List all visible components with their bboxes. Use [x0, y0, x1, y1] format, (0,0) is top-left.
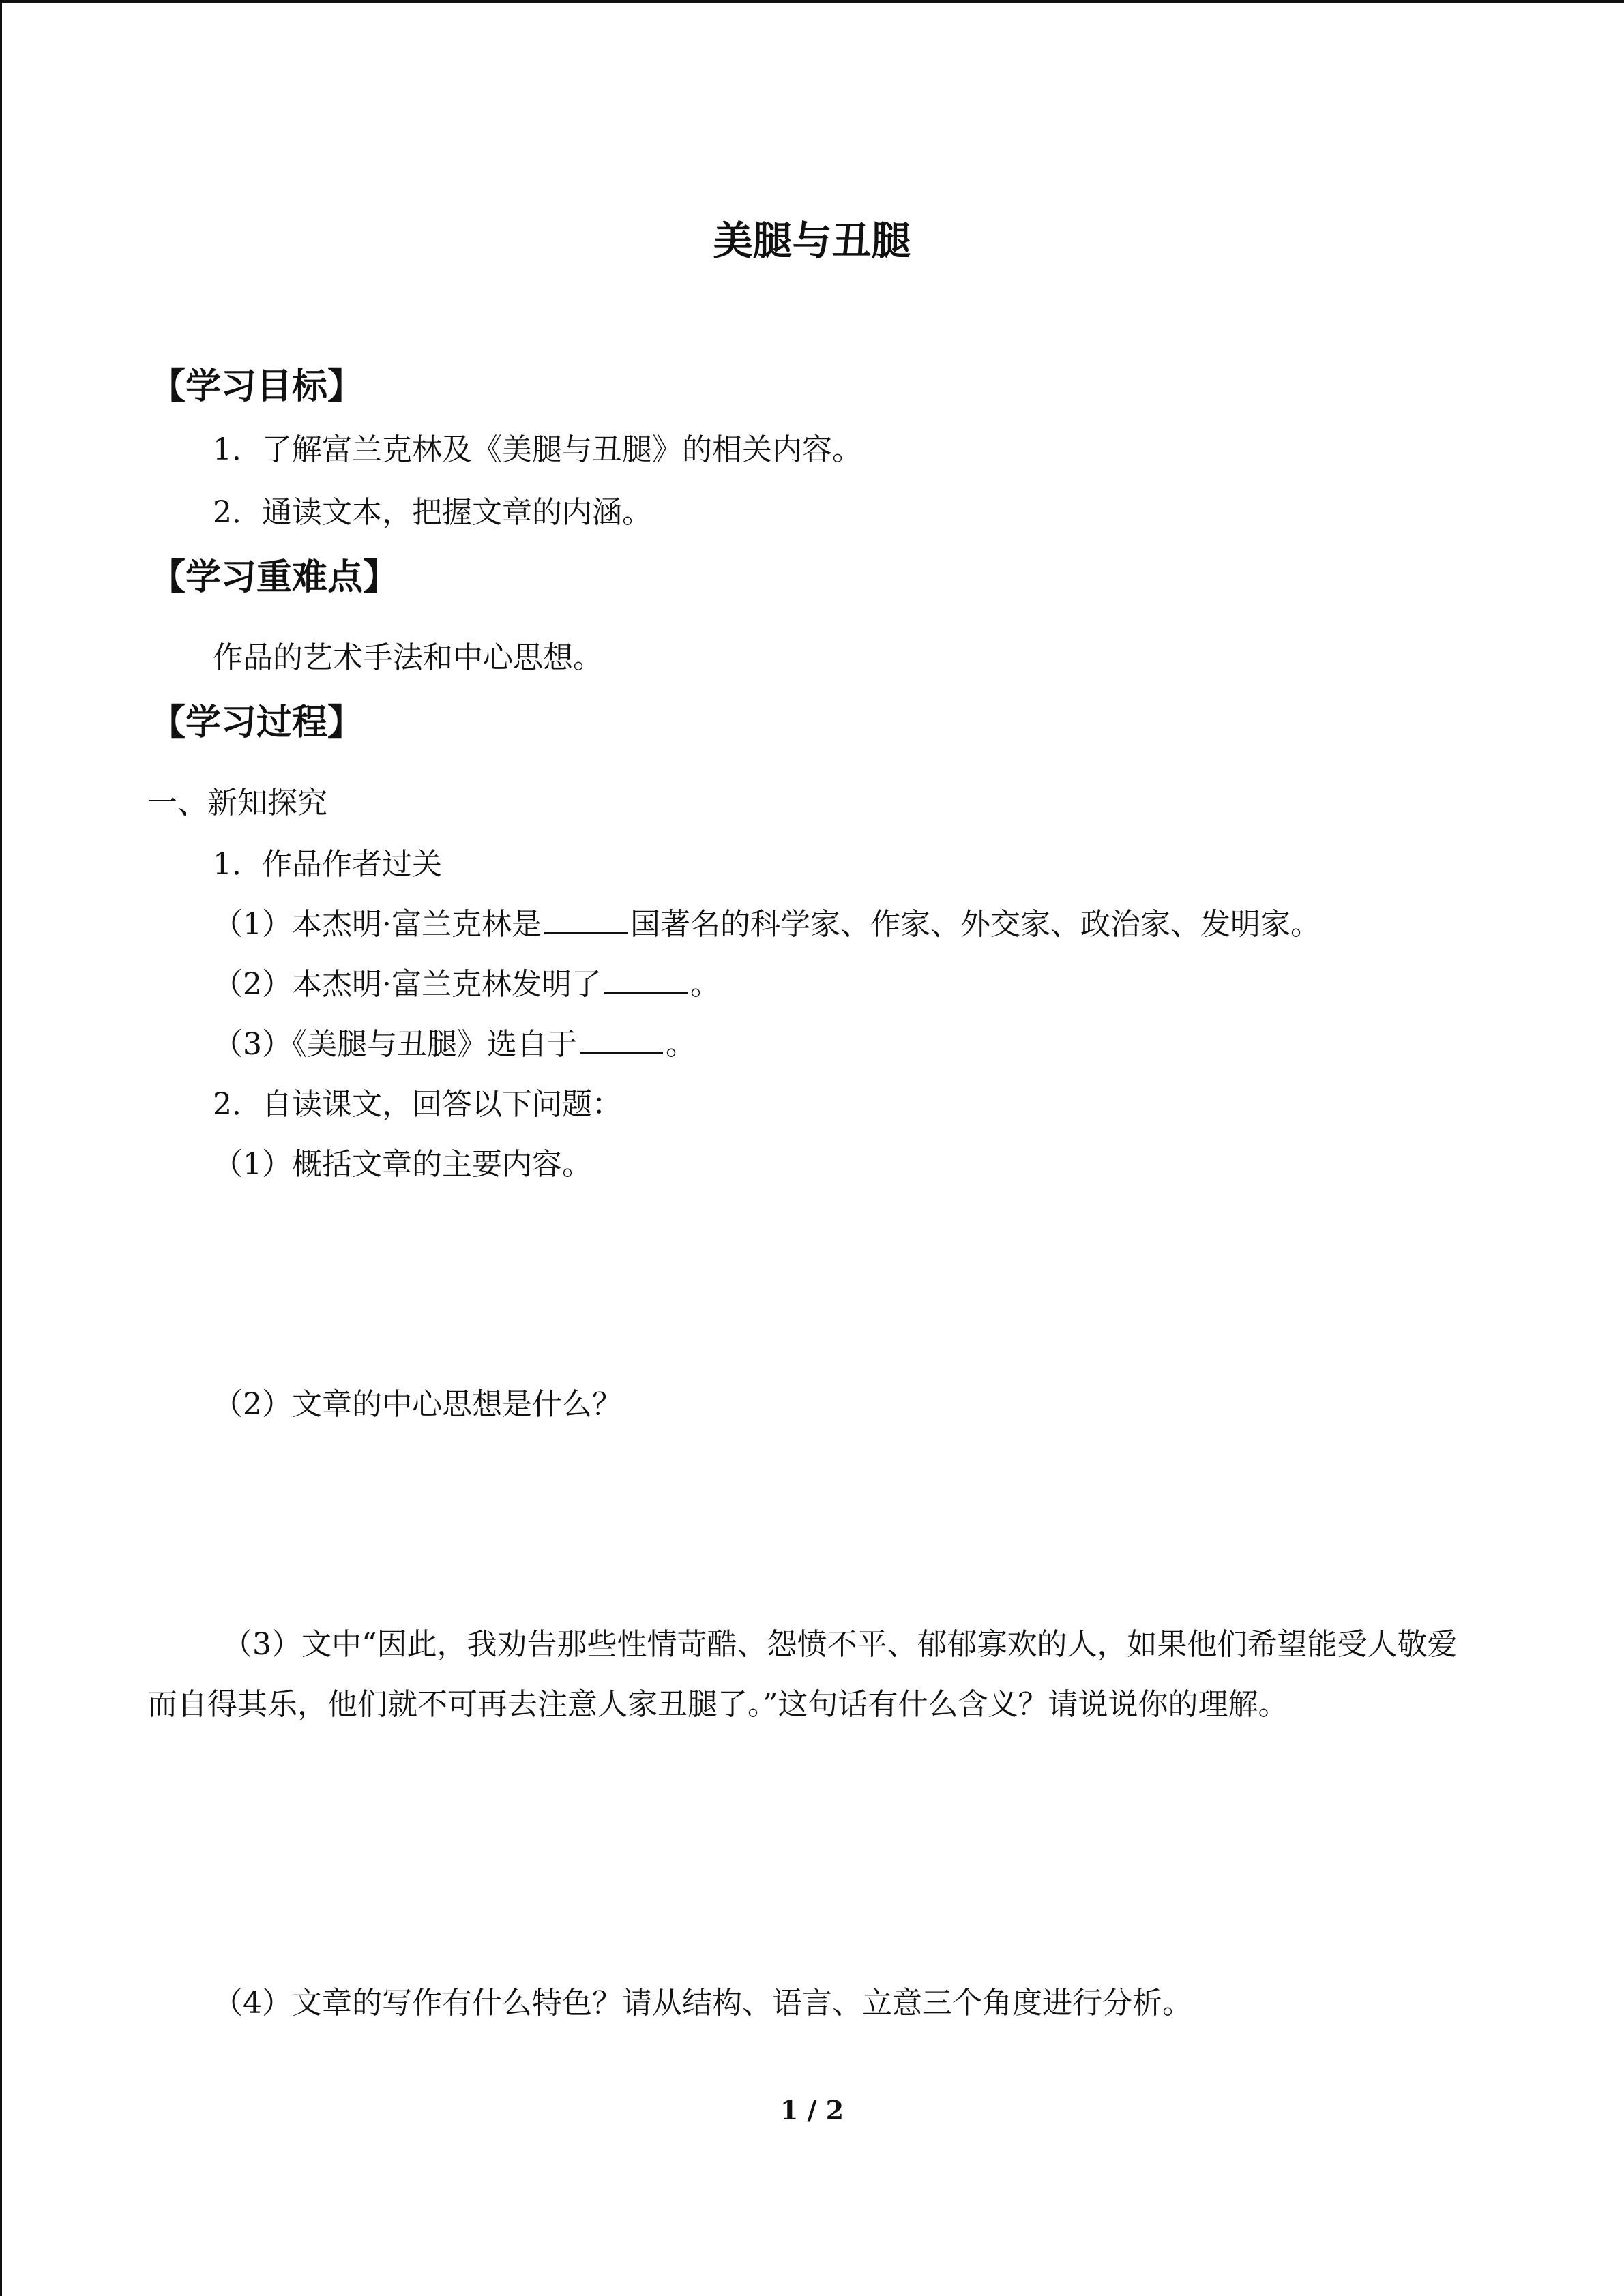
fill-blank-source[interactable] — [580, 1025, 663, 1054]
question-1-title: 1．作品作者过关 — [213, 847, 442, 882]
part1-title: 一、新知探究 — [147, 786, 327, 820]
goal-item-2: 2．通读文本，把握文章的内涵。 — [213, 495, 652, 530]
question-2-1: （1）概括文章的主要内容。 — [213, 1147, 592, 1182]
question-2-4: （4）文章的写作有什么特色？请从结构、语言、立意三个角度进行分析。 — [213, 1986, 1192, 2021]
question-1-3-text-before: （3）《美腿与丑腿》选自于 — [213, 1027, 577, 1062]
question-1-1-text-after: 国著名的科学家、作家、外交家、政治家、发明家。 — [630, 907, 1320, 942]
fill-blank-invention[interactable] — [604, 965, 688, 994]
page-left-border — [0, 0, 2, 2296]
question-1-3 — [213, 1024, 696, 1065]
heading-learning-goals: 【学习目标】 — [150, 366, 364, 407]
question-1-2-text-before: （2）本杰明·富兰克林发明了 — [213, 967, 602, 1002]
heading-learning-process: 【学习过程】 — [150, 702, 364, 743]
document-title: 美腿与丑腿 — [713, 218, 911, 264]
question-1-1 — [213, 904, 1320, 945]
question-1-2 — [213, 964, 720, 1005]
question-2-3: （3）文中“因此，我劝告那些性情苛酷、怨愤不平、郁郁寡欢的人，如果他们希望能受人敬爱而自得其乐，他们就不可再去注意人家丑腿了。”这句话有什么含义？请说说你的理解。 — [147, 1627, 1458, 1722]
question-2-title: 2．自读课文，回答以下问题： — [213, 1087, 622, 1122]
heading-key-points: 【学习重难点】 — [150, 557, 399, 598]
fill-blank-country[interactable] — [544, 905, 628, 934]
page-top-border — [0, 0, 1624, 3]
question-2-2: （2）文章的中心思想是什么？ — [213, 1387, 622, 1422]
question-1-2-text-after: 。 — [690, 967, 720, 1002]
key-points-text: 作品的艺术手法和中心思想。 — [213, 640, 603, 675]
question-1-1-text-before: （1）本杰明·富兰克林是 — [213, 907, 542, 942]
goal-item-1: 1．了解富兰克林及《美腿与丑腿》的相关内容。 — [213, 432, 862, 467]
page-number: 1 / 2 — [780, 2095, 844, 2126]
question-1-3-text-after: 。 — [666, 1027, 696, 1062]
